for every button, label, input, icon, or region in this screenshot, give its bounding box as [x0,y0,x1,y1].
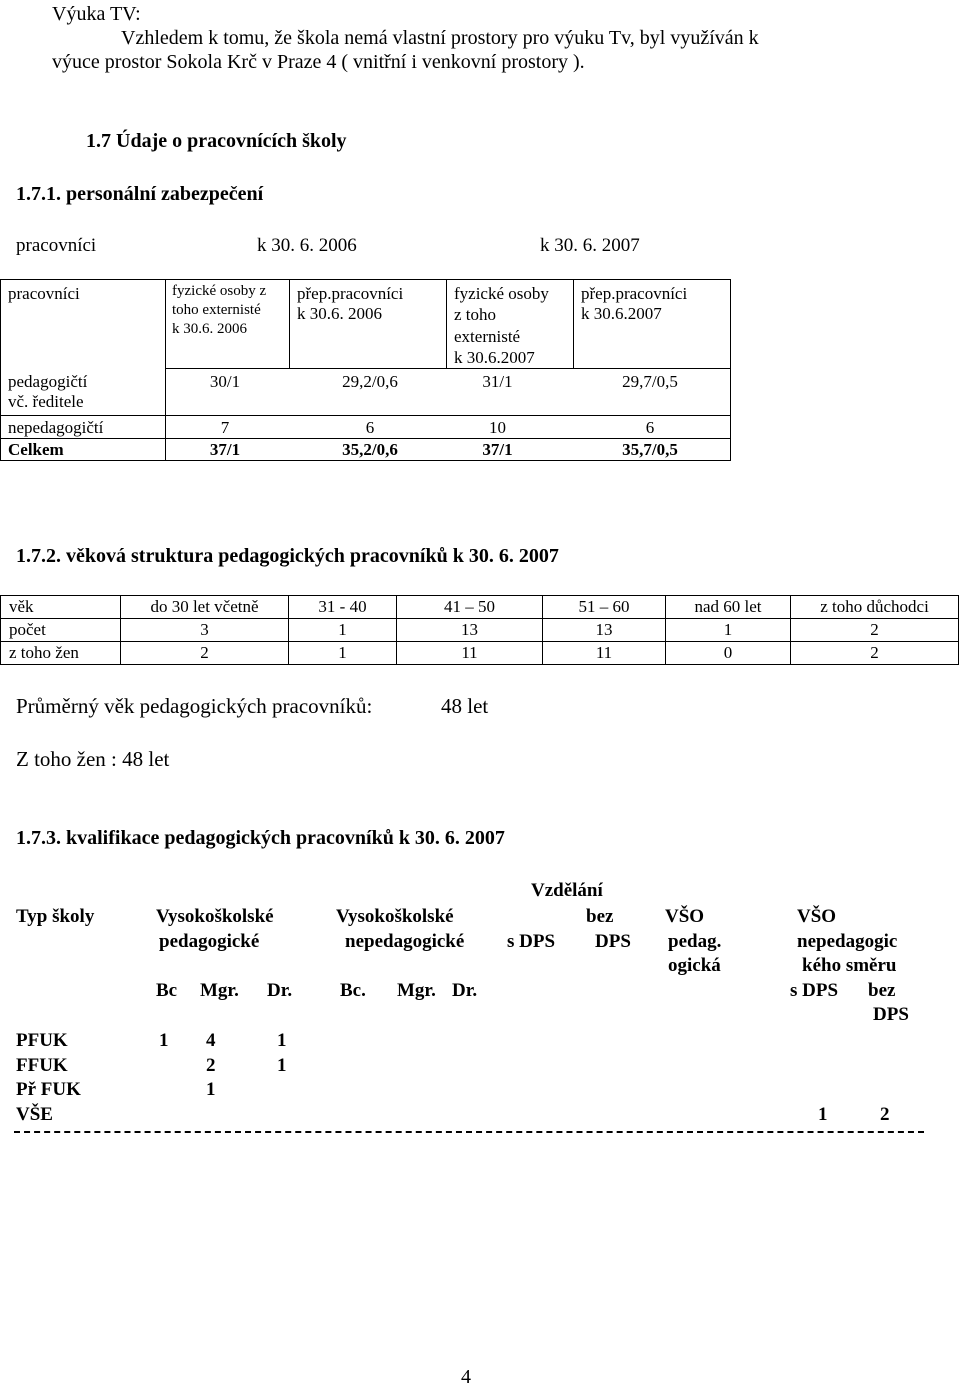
vso1-header-3: ogická [668,955,721,976]
table-cell: 2 [791,619,959,642]
table-row [1,596,959,619]
table-cell: 11 [397,642,543,665]
table-cell: 51 – 60 [543,596,666,619]
table-cell: 3 [121,619,289,642]
row-prfuk-label: Př FUK [16,1079,81,1100]
table-cell: 1 [289,642,397,665]
section-1-7-3-title: 1.7.3. kvalifikace pedagogických pracovníků k 30. 6. 2007 [16,827,505,849]
section-1-7-title: 1.7 Údaje o pracovnících školy [86,130,347,152]
sub-date-2006: k 30. 6. 2006 [257,235,357,256]
row-vse-s-dps: 1 [818,1104,828,1125]
header-col3-l4: k 30.6.2007 [454,348,535,367]
cell-value: 29,2/0,6 [342,372,398,391]
intro-heading: Výuka TV: [52,3,141,25]
vso1-header-1: VŠO [665,906,705,927]
table-cell: 1 [666,619,791,642]
vso1-header-2: pedag. [668,931,722,952]
table-row [1,642,959,665]
row-nonpedagogical-label: nepedagogičtí [8,418,104,437]
col-divider [573,279,574,368]
row-pfuk-label: PFUK [16,1030,68,1051]
row-divider [0,415,731,416]
row-ffuk-mgr: 2 [206,1055,216,1076]
row-pfuk-bc: 1 [159,1030,169,1051]
table-cell: 41 – 50 [397,596,543,619]
vso2-s-dps-header: s DPS [790,980,839,1001]
sub-date-2007: k 30. 6. 2007 [540,235,640,256]
intro-line1: Vzhledem k tomu, že škola nemá vlastní prostory pro výuku Tv, byl využíván k [121,27,759,49]
cell-value: 31/1 [482,372,513,391]
row-pfuk-mgr: 4 [206,1030,216,1051]
header-col4-l2: k 30.6.2007 [581,304,662,323]
cell-value: 10 [489,418,506,437]
bc2-header: Bc. [340,980,366,1001]
mgr-header: Mgr. [200,980,239,1001]
s-dps-header: s DPS [507,931,556,952]
cell-value: 30/1 [209,372,241,391]
header-col2-l2: k 30.6. 2006 [297,304,382,323]
cell-value: 29,7/0,5 [622,372,678,391]
vso2-header-2: nepedagogic [797,931,898,952]
age-structure-table [0,595,959,665]
row-vse-bez-dps: 2 [880,1104,890,1125]
average-age-label: Průměrný věk pedagogických pracovníků: [16,694,373,718]
women-age: Z toho žen : 48 let [16,747,170,771]
table-border-left [0,279,1,461]
vso2-header-3: kého směru [802,955,897,976]
header-col2-l1: přep.pracovníci [297,284,404,303]
dr-header: Dr. [267,980,293,1001]
education-header: Vzdělání [531,880,603,901]
vso2-dps-header: DPS [873,1004,909,1025]
row-ffuk-label: FFUK [16,1055,68,1076]
intro-line2: výuce prostor Sokola Krč v Praze 4 ( vnitřní i venkovní prostory ). [52,51,585,73]
cell-value: 35,7/0,5 [622,440,678,459]
row-divider [165,368,731,369]
table-cell: 2 [121,642,289,665]
dps-header: DPS [595,931,631,952]
row-pedagogical-label: pedagogičtí [8,372,88,391]
table-row [1,619,959,642]
cell-value: 6 [645,418,655,437]
table-cell: 11 [543,642,666,665]
header-col3-l3: externisté [454,327,521,346]
row-total-label: Celkem [8,440,64,459]
table-cell: počet [1,619,121,642]
row-pedagogical-label-2: vč. ředitele [8,392,84,411]
section-1-7-2-title: 1.7.2. věková struktura pedagogických pracovníků k 30. 6. 2007 [16,545,559,567]
row-ffuk-dr: 1 [277,1055,287,1076]
cell-value: 35,2/0,6 [342,440,398,459]
table-cell: do 30 let včetně [121,596,289,619]
header-col1-l3: k 30.6. 2006 [172,321,247,337]
table-cell: z toho důchodci [791,596,959,619]
col-divider [289,279,290,368]
cell-value: 37/1 [482,440,513,459]
section-1-7-1-title: 1.7.1. personální zabezpečení [16,183,264,205]
vs-ped-header-1: Vysokoškolské [156,906,274,927]
table-cell: 13 [543,619,666,642]
vs-neped-header-2: nepedagogické [345,931,465,952]
vso2-bez-header: bez [868,980,896,1001]
col-divider [446,279,447,368]
header-col3-l1: fyzické osoby [454,284,549,303]
average-age-value: 48 let [441,694,489,718]
mgr2-header: Mgr. [397,980,436,1001]
school-type-header: Typ školy [16,906,95,927]
table-cell: věk [1,596,121,619]
table-cell: 31 - 40 [289,596,397,619]
row-vse-label: VŠE [16,1104,53,1125]
header-col4-l1: přep.pracovníci [581,284,688,303]
header-col1-l1: fyzické osoby z [172,283,267,299]
sub-label: pracovníci [16,235,97,256]
table-border-right [730,279,731,461]
vso2-header-1: VŠO [797,906,837,927]
cell-value: 7 [220,418,230,437]
header-col0: pracovníci [8,284,80,303]
bez-header: bez [586,906,614,927]
dashed-separator [14,1131,924,1133]
vs-ped-header-2: pedagogické [159,931,260,952]
table-border-bottom [0,460,731,461]
cell-value: 6 [365,418,375,437]
bc-header: Bc [156,980,178,1001]
table-cell: 0 [666,642,791,665]
staff-table [0,279,731,461]
table-cell: 2 [791,642,959,665]
page-number: 4 [461,1366,471,1388]
table-cell: nad 60 let [666,596,791,619]
cell-value: 37/1 [209,440,241,459]
dr2-header: Dr. [452,980,478,1001]
table-cell: 13 [397,619,543,642]
col-divider [165,279,166,461]
vs-neped-header-1: Vysokoškolské [336,906,454,927]
table-cell: z toho žen [1,642,121,665]
row-prfuk-mgr: 1 [206,1079,216,1100]
table-border-top [0,279,731,280]
header-col1-l2: toho externisté [172,302,261,318]
header-col3-l2: z toho [454,305,497,324]
table-cell: 1 [289,619,397,642]
row-pfuk-dr: 1 [277,1030,287,1051]
